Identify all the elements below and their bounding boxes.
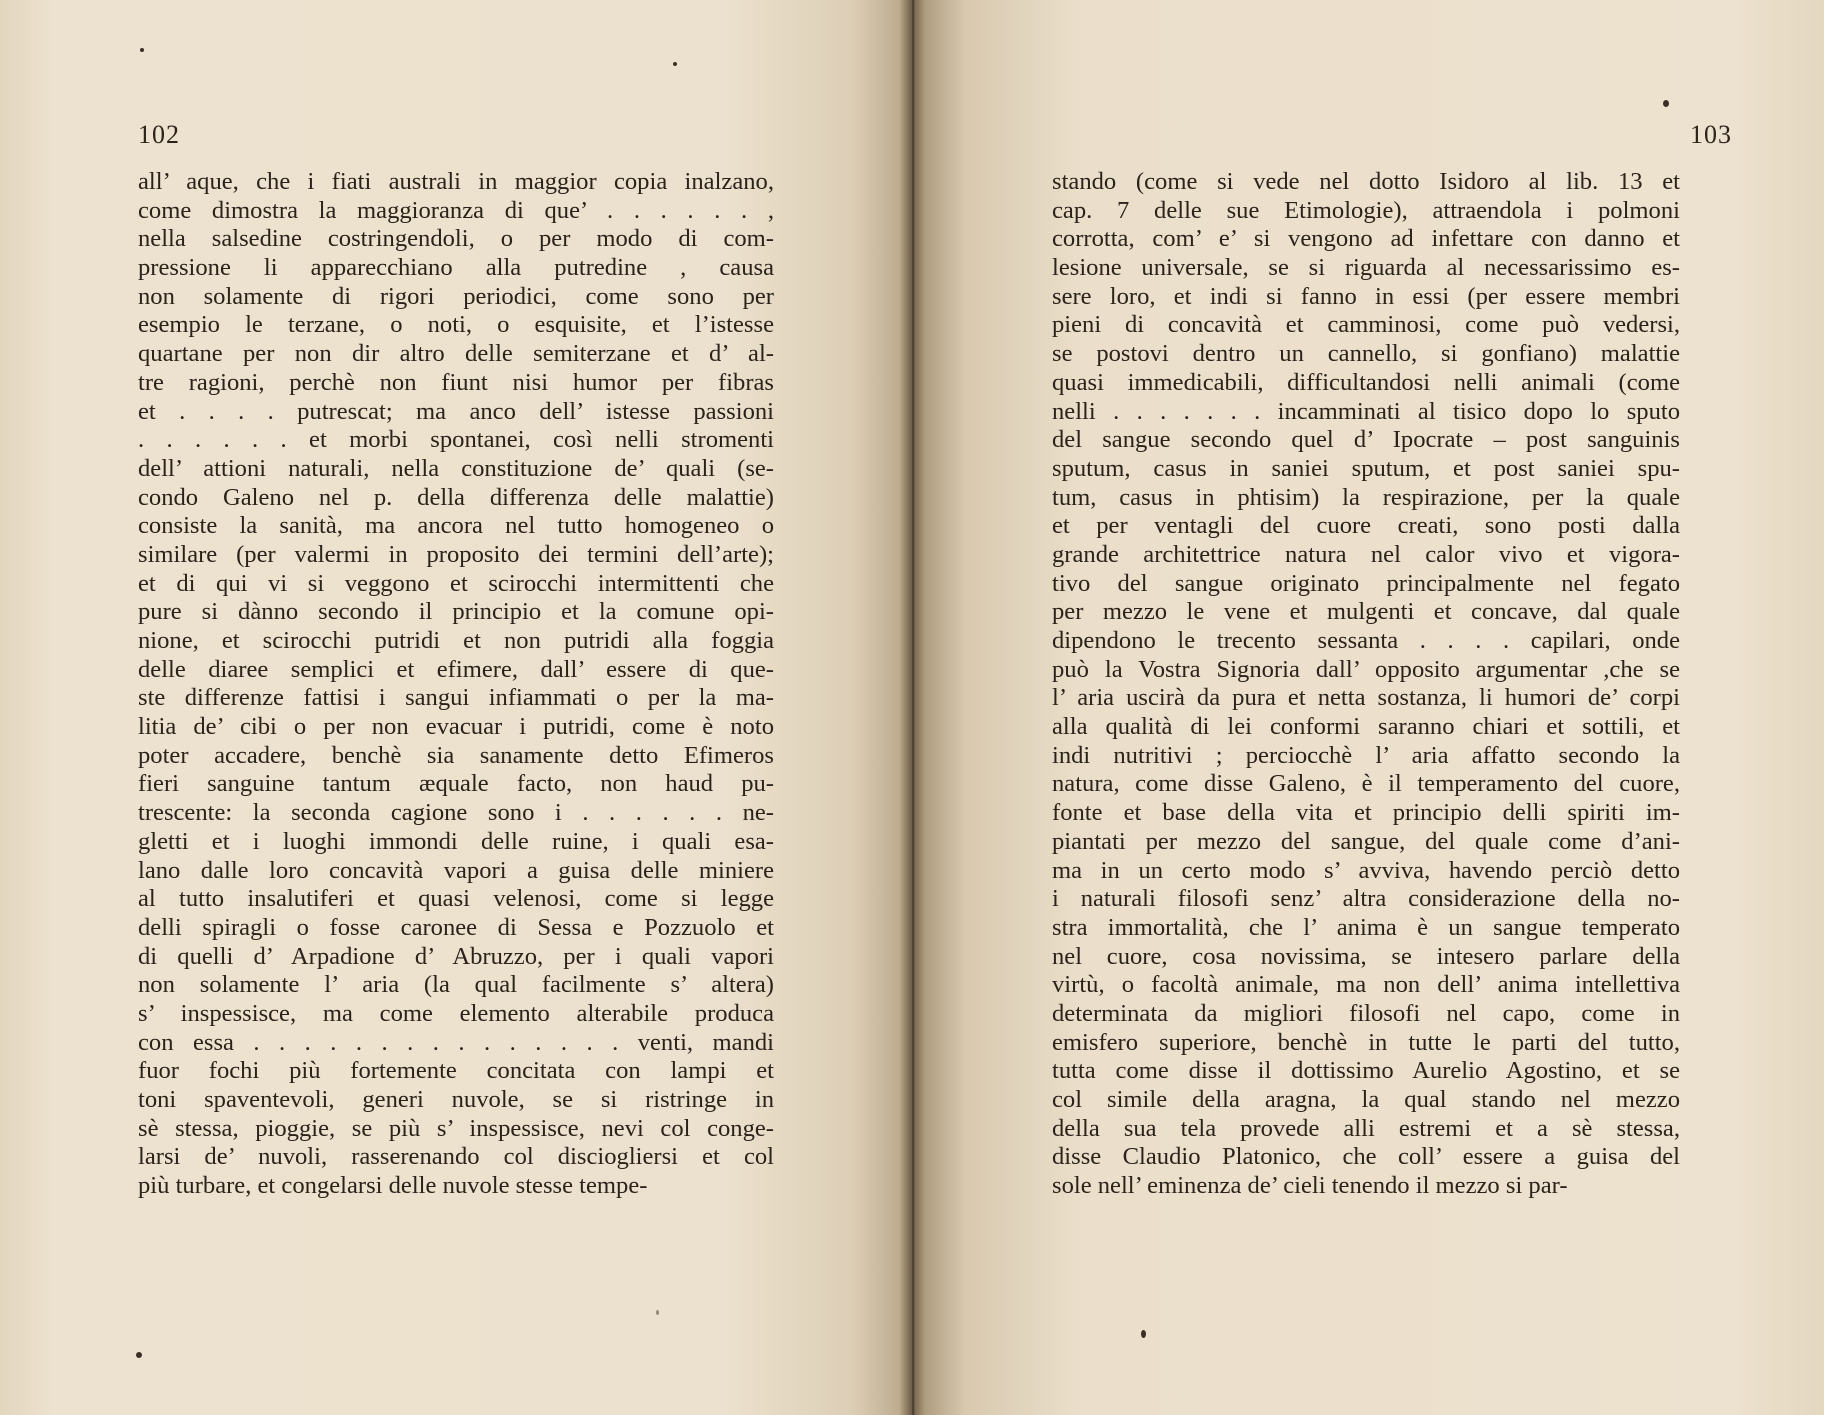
text-line: natura, come disse Galeno, è il temperamento del cuore, bbox=[1052, 770, 1680, 798]
left-page bbox=[0, 0, 906, 1415]
text-line: poter accadere, benchè sia sanamente detto Efimeros bbox=[138, 741, 774, 769]
text-line: nella salsedine costringendoli, o per modo di com- bbox=[138, 225, 774, 253]
text-line: piantati per mezzo del sangue, del quale come d’ani- bbox=[1052, 827, 1680, 855]
text-line: s’ inspessisce, ma come elemento alterabile produca bbox=[138, 999, 774, 1027]
text-line: delle diaree semplici et efimere, dall’ essere di que- bbox=[138, 655, 774, 683]
text-line: pure si dànno secondo il principio et la comune opi- bbox=[138, 598, 774, 626]
text-line: sole nell’ eminenza de’ cieli tenendo il mezzo si par- bbox=[1052, 1172, 1568, 1200]
text-line: corrotta, com’ e’ si vengono ad infettare con danno et bbox=[1052, 225, 1680, 253]
text-line: tivo del sangue originato principalmente nel fegato bbox=[1052, 569, 1680, 597]
text-line: cap. 7 delle sue Etimologie), attraendola i polmoni bbox=[1052, 196, 1680, 224]
text-line: di quelli d’ Arpadione d’ Abruzzo, per i quali vapori bbox=[138, 942, 774, 970]
text-line: litia de’ cibi o per non evacuar i putridi, come è noto bbox=[138, 713, 774, 741]
text-line: come dimostra la maggioranza di que’ . . . . . . , bbox=[138, 196, 774, 224]
text-line: fieri sanguine tantum æquale facto, non haud pu- bbox=[138, 770, 774, 798]
text-line: lano dalle loro concavità vapori a guisa delle miniere bbox=[138, 856, 774, 884]
ink-speck bbox=[673, 62, 677, 66]
text-line: et . . . . putrescat; ma anco dell’ istesse passioni bbox=[138, 397, 774, 425]
text-line: pieni di concavità et camminosi, come può vedersi, bbox=[1052, 311, 1680, 339]
text-line: più turbare, et congelarsi delle nuvole stesse tempe- bbox=[138, 1172, 648, 1200]
text-line: nione, et scirocchi putridi et non putridi alla foggia bbox=[138, 627, 774, 654]
ink-speck bbox=[1663, 100, 1669, 107]
text-line: fuor fochi più fortemente concitata con lampi et bbox=[138, 1057, 774, 1085]
ink-speck bbox=[656, 1310, 659, 1315]
text-line: non solamente di rigori periodici, come sono per bbox=[138, 282, 774, 310]
left-page-text bbox=[138, 168, 774, 1201]
text-line: pressione li apparecchiano alla putredine , causa bbox=[138, 254, 774, 282]
text-line: toni spaventevoli, generi nuvole, se si ristringe in bbox=[138, 1086, 774, 1113]
text-line: sè stessa, pioggie, se più s’ inspessisce, nevi col conge- bbox=[138, 1114, 774, 1142]
text-line: indi nutritivi ; perciocchè l’ aria affatto secondo la bbox=[1052, 741, 1680, 769]
text-line: l’ aria uscirà da pura et netta sostanza, li humori de’ corpi bbox=[1052, 684, 1680, 712]
page-number-left: 102 bbox=[138, 120, 180, 149]
text-line: quartane per non dir altro delle semiterzane et d’ al- bbox=[138, 340, 774, 368]
text-line: dipendono le trecento sessanta . . . . capilari, onde bbox=[1052, 627, 1680, 654]
text-line: tum, casus in phtisim) la respirazione, per la quale bbox=[1052, 483, 1680, 511]
text-line: stando (come si vede nel dotto Isidoro al lib. 13 et bbox=[1052, 168, 1680, 195]
page-number-right: 103 bbox=[1690, 120, 1732, 149]
text-line: disse Claudio Platonico, che coll’ essere a guisa del bbox=[1052, 1143, 1680, 1171]
text-line: non solamente l’ aria (la qual facilmente s’ altera) bbox=[138, 971, 774, 999]
text-line: stra immortalità, che l’ anima è un sangue temperato bbox=[1052, 913, 1680, 941]
text-line: all’ aque, che i fiati australi in maggior copia inalzano, bbox=[138, 168, 774, 195]
text-line: al tutto insalutiferi et quasi velenosi, come si legge bbox=[138, 885, 774, 913]
text-line: ma in un certo modo s’ avviva, havendo perciò detto bbox=[1052, 856, 1680, 884]
right-page-text bbox=[1052, 168, 1680, 1201]
text-line: et di qui vi si veggono et scirocchi intermittenti che bbox=[138, 569, 774, 597]
text-line: gletti et i luoghi immondi delle ruine, i quali esa- bbox=[138, 827, 774, 855]
ink-speck bbox=[136, 1352, 142, 1358]
text-line: . . . . . . et morbi spontanei, così nelli stromenti bbox=[138, 426, 774, 454]
right-page bbox=[920, 0, 1824, 1415]
text-line: sere loro, et indi si fanno in essi (per essere membri bbox=[1052, 282, 1680, 310]
text-line: se postovi dentro un cannello, si gonfiano) malattie bbox=[1052, 340, 1680, 368]
text-line: col simile della aragna, la qual stando nel mezzo bbox=[1052, 1086, 1680, 1113]
book-gutter bbox=[900, 0, 926, 1415]
text-line: nelli . . . . . . . incamminati al tisico dopo lo sputo bbox=[1052, 397, 1680, 425]
text-line: dell’ attioni naturali, nella constituzione de’ quali (se- bbox=[138, 454, 774, 482]
text-line: tutta come disse il dottissimo Aurelio Agostino, et se bbox=[1052, 1057, 1680, 1085]
text-line: et per ventagli del cuore creati, sono posti dalla bbox=[1052, 512, 1680, 540]
text-line: trescente: la seconda cagione sono i . . . . . . ne- bbox=[138, 799, 774, 827]
text-line: quasi immedicabili, difficultandosi nelli animali (come bbox=[1052, 368, 1680, 396]
text-line: esempio le terzane, o noti, o esquisite, et l’istesse bbox=[138, 311, 774, 339]
text-line: delli spiragli o fosse caronee di Sessa e Pozzuolo et bbox=[138, 913, 774, 941]
text-line: del sangue secondo quel d’ Ipocrate – post sanguinis bbox=[1052, 426, 1680, 454]
text-line: emisfero superiore, benchè in tutte le parti del tutto, bbox=[1052, 1028, 1680, 1056]
text-line: con essa . . . . . . . . . . . . . . . venti, mandi bbox=[138, 1028, 774, 1056]
ink-speck bbox=[140, 48, 144, 52]
ink-speck bbox=[1141, 1330, 1146, 1338]
text-line: determinata da migliori filosofi nel capo, come in bbox=[1052, 999, 1680, 1027]
text-line: ste differenze fattisi i sangui infiammati o per la ma- bbox=[138, 684, 774, 712]
text-line: virtù, o facoltà animale, ma non dell’ anima intellettiva bbox=[1052, 971, 1680, 999]
text-line: lesione universale, se si riguarda al necessarissimo es- bbox=[1052, 254, 1680, 282]
text-line: condo Galeno nel p. della differenza delle malattie) bbox=[138, 483, 774, 511]
text-line: può la Vostra Signoria dall’ opposito argumentar ,che se bbox=[1052, 655, 1680, 683]
text-line: fonte et base della vita et principio delli spiriti im- bbox=[1052, 799, 1680, 827]
text-line: grande architettrice natura nel calor vivo et vigora- bbox=[1052, 540, 1680, 568]
text-line: alla qualità di lei conformi saranno chiari et sottili, et bbox=[1052, 713, 1680, 741]
text-line: per mezzo le vene et mulgenti et concave, dal quale bbox=[1052, 598, 1680, 626]
text-line: larsi de’ nuvoli, rasserenando col disciogliersi et col bbox=[138, 1143, 774, 1171]
text-line: i naturali filosofi senz’ altra considerazione della no- bbox=[1052, 885, 1680, 913]
text-line: sputum, casus in saniei sputum, et post saniei spu- bbox=[1052, 454, 1680, 482]
text-line: della sua tela provede alli estremi et a sè stessa, bbox=[1052, 1114, 1680, 1142]
text-line: similare (per valermi in proposito dei termini dell’arte); bbox=[138, 540, 774, 568]
text-line: tre ragioni, perchè non fiunt nisi humor per fibras bbox=[138, 368, 774, 396]
text-line: consiste la sanità, ma ancora nel tutto homogeneo o bbox=[138, 512, 774, 540]
text-line: nel cuore, cosa novissima, se intesero parlare della bbox=[1052, 942, 1680, 970]
